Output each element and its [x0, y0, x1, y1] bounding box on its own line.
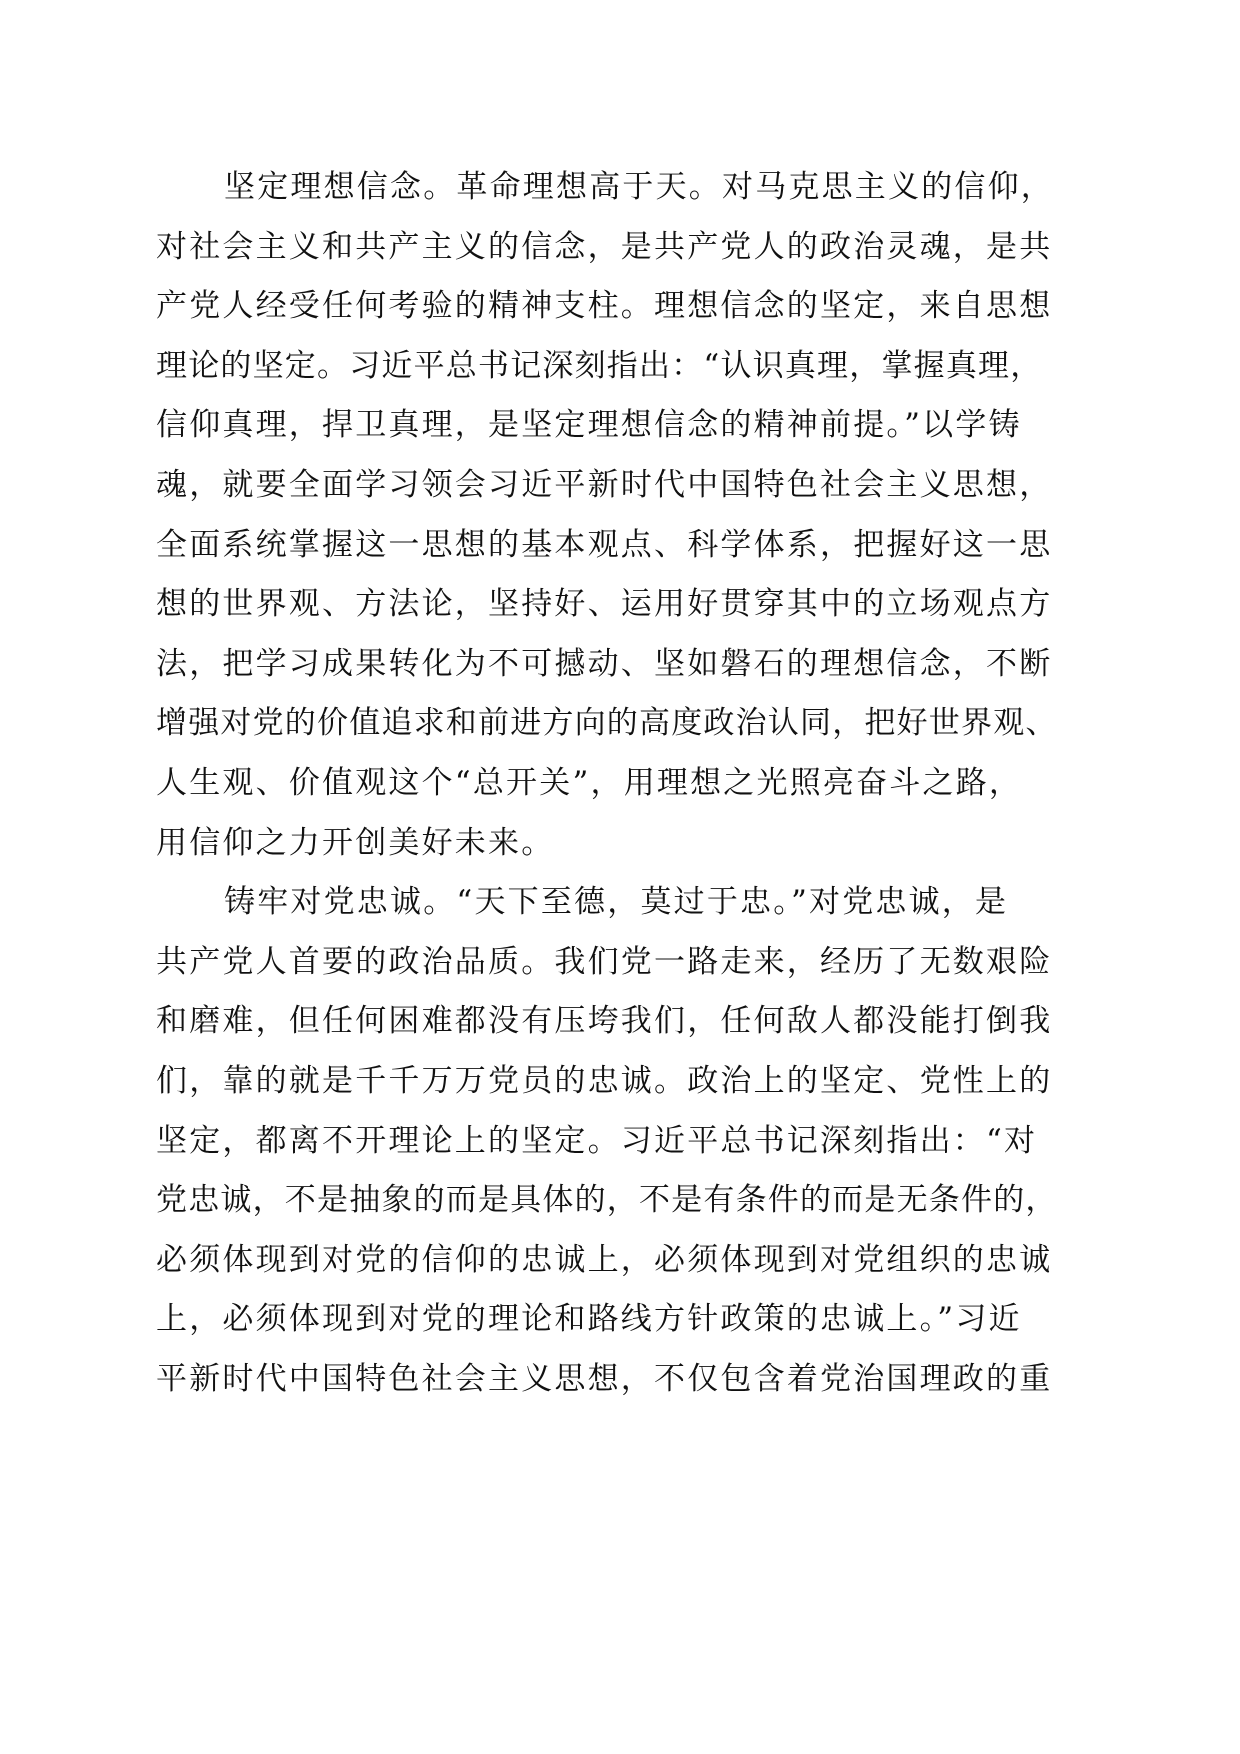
text-line: 平新时代中国特色社会主义思想，不仅包含着党治国理政的重	[156, 1360, 1053, 1397]
text-line: 理论的坚定。习近平总书记深刻指出：“认识真理，掌握真理，	[156, 347, 1043, 384]
text-line: 增强对党的价值追求和前进方向的高度政治认同，把好世界观、	[156, 705, 1058, 742]
text-line: 铸牢对党忠诚。“天下至德，莫过于忠。”对党忠诚，是	[224, 884, 1009, 921]
body-text	[156, 158, 1096, 1409]
text-line: 和磨难，但任何困难都没有压垮我们，任何敌人都没能打倒我	[156, 1003, 1053, 1040]
text-line: 坚定，都离不开理论上的坚定。习近平总书记深刻指出：“对	[156, 1122, 1038, 1159]
text-line: 法，把学习成果转化为不可撼动、坚如磐石的理想信念，不断	[156, 645, 1053, 682]
text-line: 对社会主义和共产主义的信念，是共产党人的政治灵魂，是共	[156, 228, 1053, 265]
text-line: 必须体现到对党的信仰的忠诚上，必须体现到对党组织的忠诚	[156, 1241, 1053, 1278]
text-line: 全面系统掌握这一思想的基本观点、科学体系，把握好这一思	[156, 526, 1053, 563]
text-line: 产党人经受任何考验的精神支柱。理想信念的坚定，来自思想	[156, 288, 1053, 325]
text-line: 党忠诚，不是抽象的而是具体的，不是有条件的而是无条件的，	[156, 1182, 1058, 1219]
paragraph-firm-ideals	[156, 158, 1096, 873]
paragraph-loyalty-to-party	[156, 873, 1096, 1409]
text-line: 坚定理想信念。革命理想高于天。对马克思主义的信仰，	[224, 169, 1054, 205]
text-line: 上，必须体现到对党的理论和路线方针政策的忠诚上。”习近	[156, 1301, 1022, 1338]
text-line: 共产党人首要的政治品质。我们党一路走来，经历了无数艰险	[156, 943, 1053, 980]
text-line: 信仰真理，捍卫真理，是坚定理想信念的精神前提。”以学铸	[156, 407, 1022, 444]
text-line: 用信仰之力开创美好未来。	[156, 824, 555, 861]
text-line: 想的世界观、方法论，坚持好、运用好贯穿其中的立场观点方	[156, 586, 1053, 623]
text-line: 人生观、价值观这个“总开关”，用理想之光照亮奋斗之路，	[156, 764, 1023, 801]
text-line: 们，靠的就是千千万万党员的忠诚。政治上的坚定、党性上的	[156, 1062, 1053, 1099]
text-line: 魂，就要全面学习领会习近平新时代中国特色社会主义思想，	[156, 466, 1053, 503]
